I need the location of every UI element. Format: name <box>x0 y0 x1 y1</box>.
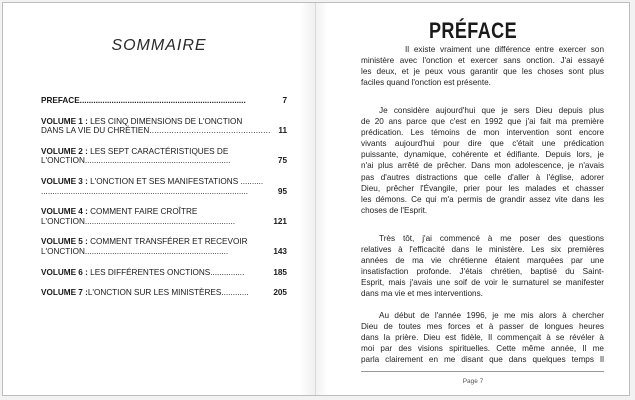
text-line: Dieu, prêcher l'Évangile, prier pour les malades et chasser <box>361 183 604 193</box>
text-line: moi par des visions spirituelles. Cette même année, Il me <box>361 344 604 354</box>
toc-entry-page: 75 <box>277 156 287 166</box>
text-line: puissante, dynamique, cohérente et édifiante. Depuis lors, je <box>361 150 604 160</box>
text-line: les deux, et je peux vous garantir que les choses sont plus <box>361 67 604 77</box>
text-line: les démons. Ce qui m'a permis de grandir assez vite dans les <box>361 194 604 204</box>
text-line: insatisfaction profonde. J'étais chrétien, baptisé du Saint- <box>361 267 604 277</box>
right-page-preface <box>316 3 630 395</box>
toc-entry-page: 11 <box>278 126 287 136</box>
toc-entry-label: VOLUME 3 : L'ONCTION ET SES MANIFESTATIONS .......... ........................................................................................... <box>41 176 264 196</box>
preface-title: PRÉFACE <box>428 18 518 43</box>
text-line: parla clairement en me disant que dans quelques temps Il <box>361 355 604 365</box>
text-line: Au début de l'année 1996, je me mis alors à chercher <box>379 311 604 320</box>
toc-entry-preface <box>41 96 287 106</box>
text-line: prédication. Les témoins de mon intervention sont encore <box>361 128 604 138</box>
toc-entry-volume-2 <box>41 147 287 166</box>
toc-entry-label: VOLUME 1 : LES CINQ DIMENSIONS DE L'ONCTION DANS LA VIE DU CHRÉTIEN................................................. <box>41 116 271 136</box>
text-line: Très tôt, j'ai commencé à me poser des questions <box>379 234 604 243</box>
text-line: Dieu de toutes mes forces et à passer de longues heures <box>361 322 604 332</box>
text-line: relatives à l'efficacité dans le ministère. Les six premières <box>361 245 604 255</box>
preface-paragraph-2 <box>361 105 604 216</box>
text-line: choses de l'Esprit. <box>361 205 428 215</box>
text-line: dans ma vie et mes interventions. <box>361 289 483 299</box>
sommaire-title: SOMMAIRE <box>111 37 207 54</box>
toc-entry-volume-5 <box>41 237 287 256</box>
text-line: n'ai plus arrêté de prêcher. Dans mon adolescence, je n'avais <box>361 161 604 171</box>
page-number: Page 7 <box>462 378 484 385</box>
toc-entry-label: PREFACE......................................................................... <box>41 96 246 105</box>
toc-entry-page: 205 <box>273 288 287 298</box>
text-line: de 20 ans parce que c'est en 1992 que j'ai fait ma première <box>361 117 604 127</box>
toc-entry-label: VOLUME 2 : LES SEPT CARACTÉRISTIQUES DE L'ONCTION................................................................ <box>41 146 231 166</box>
text-line: Je considère aujourd'hui que je sers Dieu depuis plus <box>379 106 604 115</box>
toc-entry-page: 185 <box>273 267 287 277</box>
toc-entry-page: 143 <box>273 246 287 256</box>
text-line: années de ma vie chrétienne étaient marquées par une <box>361 256 604 266</box>
left-page-sommaire <box>3 3 315 395</box>
text-line: pas d'autres distractions que celle d'aller à l'église, adorer <box>361 172 604 182</box>
toc-entry-page: 95 <box>277 186 287 196</box>
toc-entry-label: VOLUME 7 :L'ONCTION SUR LES MINISTÈRES............ <box>41 288 249 298</box>
preface-paragraph-1 <box>361 44 604 88</box>
text-line: faciles quand l'onction est présente. <box>361 78 491 88</box>
toc-entry-volume-6 <box>41 268 287 278</box>
footer-rule <box>361 371 604 372</box>
toc-entry-label: VOLUME 6 : LES DIFFÉRENTES ONCTIONS............... <box>41 267 245 277</box>
toc-entry-page: 121 <box>273 216 287 226</box>
text-line: vivants aujourd'hui pour dire que c'était une prédication <box>361 139 604 149</box>
table-of-contents <box>41 96 287 298</box>
toc-entry-volume-3 <box>41 177 287 196</box>
preface-paragraph-4 <box>361 310 604 365</box>
book-spread <box>2 2 630 396</box>
toc-entry-label: VOLUME 4 : COMMENT FAIRE CROÎTRE L'ONCTION.................................................................. <box>41 207 236 226</box>
toc-entry-volume-4 <box>41 207 287 226</box>
toc-entry-volume-1 <box>41 117 287 136</box>
preface-paragraph-3 <box>361 233 604 300</box>
toc-entry-volume-7 <box>41 288 287 298</box>
toc-entry-label: VOLUME 5 : COMMENT TRANSFÉRER ET RECEVOIR L'ONCTION............................................................... <box>41 237 248 256</box>
text-line: ministère avec l'onction et exercer sans onction. J'ai essayé <box>361 56 604 66</box>
text-line: dans la prière. Dieu est fidèle, Il commençait à se révéler à <box>361 333 604 343</box>
toc-entry-page: 7 <box>282 96 287 105</box>
text-line: Il existe vraiment une différence entre exercer son <box>405 45 604 54</box>
text-line: Esprit, mais j'avais une soif de voir le surnaturel se manifester <box>361 278 604 288</box>
